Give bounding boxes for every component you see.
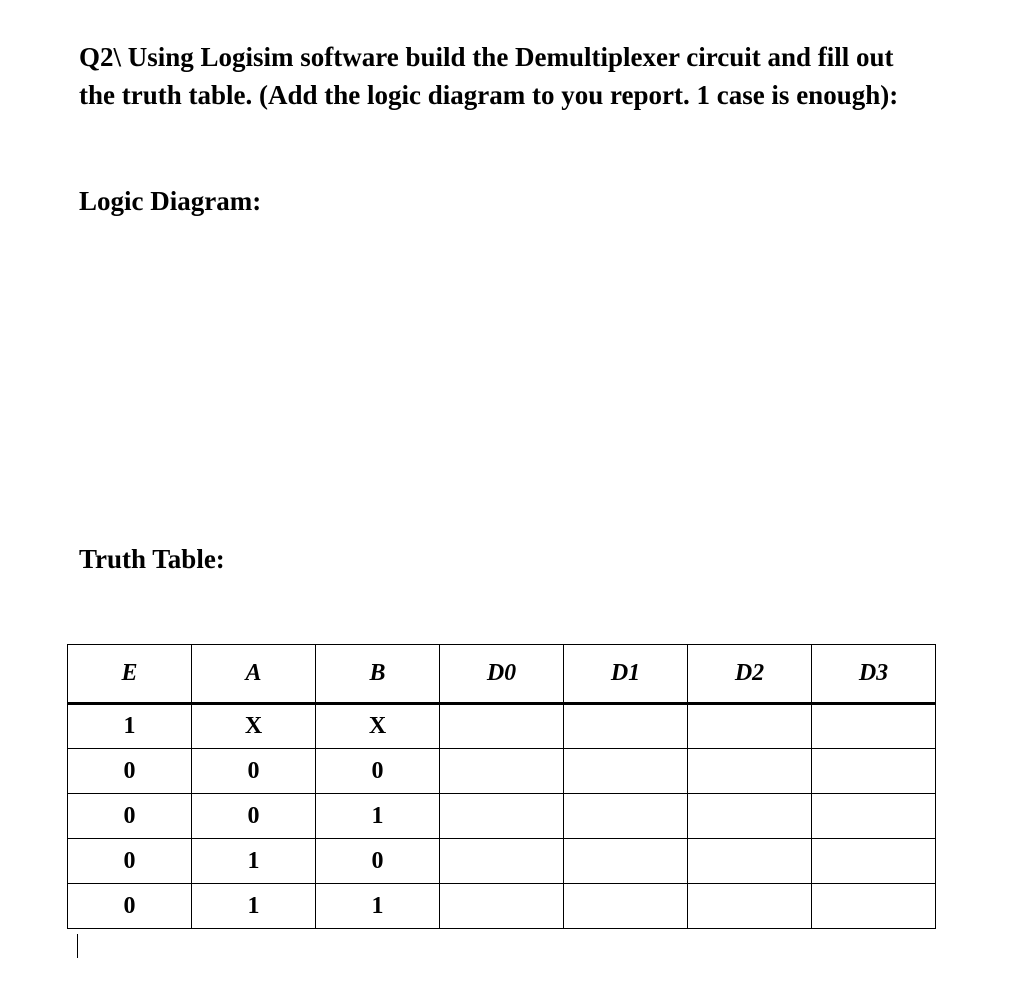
- header-d0: D0: [440, 645, 564, 704]
- truth-table: [67, 644, 936, 929]
- cell-a: 1: [192, 884, 316, 929]
- cell-e: 0: [68, 839, 192, 884]
- cell-a: 0: [192, 749, 316, 794]
- header-a: A: [192, 645, 316, 704]
- cell-a: X: [192, 704, 316, 749]
- table-row: [68, 839, 936, 884]
- cell-b: 1: [316, 794, 440, 839]
- cell-d2[interactable]: [688, 704, 812, 749]
- table-row: [68, 749, 936, 794]
- truth-table-heading: Truth Table:: [79, 544, 225, 574]
- cell-e: 1: [68, 704, 192, 749]
- cell-d3[interactable]: [812, 839, 936, 884]
- cell-a: 1: [192, 839, 316, 884]
- cell-e: 0: [68, 884, 192, 929]
- cell-d1[interactable]: [564, 794, 688, 839]
- cell-e: 0: [68, 794, 192, 839]
- header-d1: D1: [564, 645, 688, 704]
- cell-b: 0: [316, 839, 440, 884]
- cell-d3[interactable]: [812, 794, 936, 839]
- cell-d0[interactable]: [440, 749, 564, 794]
- header-d2: D2: [688, 645, 812, 704]
- cell-d2[interactable]: [688, 749, 812, 794]
- cell-d0[interactable]: [440, 839, 564, 884]
- table-row: [68, 794, 936, 839]
- question-line-1: Q2\ Using Logisim software build the Demultiplexer circuit and fill out: [79, 42, 894, 72]
- cell-b: 1: [316, 884, 440, 929]
- cell-d3[interactable]: [812, 704, 936, 749]
- text-cursor: [77, 934, 78, 958]
- cell-e: 0: [68, 749, 192, 794]
- cell-d3[interactable]: [812, 749, 936, 794]
- cell-d3[interactable]: [812, 884, 936, 929]
- question-line-2: the truth table. (Add the logic diagram to you report. 1 case is enough):: [79, 80, 899, 110]
- cell-d0[interactable]: [440, 794, 564, 839]
- cell-a: 0: [192, 794, 316, 839]
- cell-d2[interactable]: [688, 839, 812, 884]
- cell-d1[interactable]: [564, 749, 688, 794]
- cell-b: X: [316, 704, 440, 749]
- table-row: [68, 884, 936, 929]
- logic-diagram-heading: Logic Diagram:: [79, 186, 262, 216]
- cell-d2[interactable]: [688, 794, 812, 839]
- cell-d0[interactable]: [440, 704, 564, 749]
- cell-d1[interactable]: [564, 884, 688, 929]
- header-b: B: [316, 645, 440, 704]
- question-text: [79, 38, 959, 114]
- cell-d0[interactable]: [440, 884, 564, 929]
- cell-b: 0: [316, 749, 440, 794]
- truth-table-header-row: [68, 645, 936, 704]
- header-e: E: [68, 645, 192, 704]
- cell-d1[interactable]: [564, 704, 688, 749]
- header-d3: D3: [812, 645, 936, 704]
- table-row: [68, 704, 936, 749]
- cell-d2[interactable]: [688, 884, 812, 929]
- cell-d1[interactable]: [564, 839, 688, 884]
